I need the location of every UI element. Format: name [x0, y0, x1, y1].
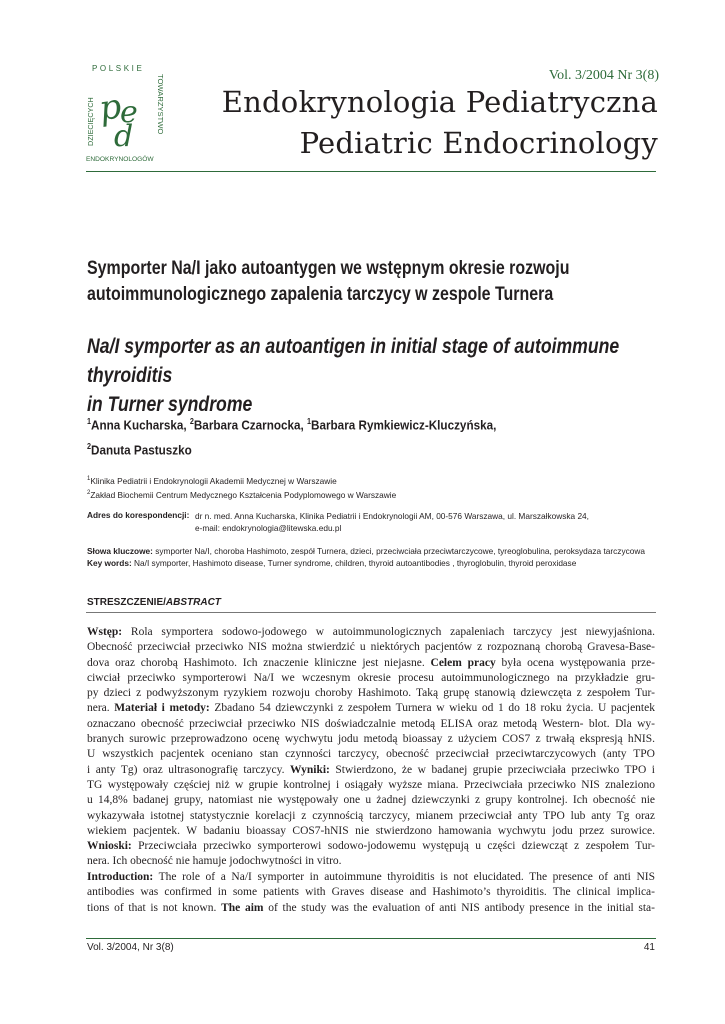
article-title-pl-line: Symporter Na/I jako autoantygen we wstępnym okresie rozwoju — [87, 258, 570, 279]
abstract-section-label: Celem pracy — [430, 656, 496, 669]
abstract-text: nera. — [87, 702, 115, 715]
author-name: Anna Kucharska, — [91, 417, 190, 433]
author-list — [87, 411, 654, 462]
abstract-line — [87, 656, 655, 671]
keywords-pl-label: Słowa kluczowe: — [87, 546, 153, 556]
correspondence-email: e-mail: endokrynologia@litewska.edu.pl — [195, 523, 342, 533]
affiliation-sup: 2 — [87, 489, 91, 496]
abstract-text: tions of that is not known. — [87, 901, 222, 914]
header-rule — [86, 171, 656, 172]
abstract-text: Rola symportera sodowo-jodowego w autoimmunologicznych zapaleniach tarczycy jest niewyjaśniona. — [122, 626, 655, 638]
correspondence-address — [195, 510, 589, 534]
logo-text-left: DZIECIĘCYCH — [86, 97, 95, 146]
abstract-text: była ocena występowania prze- — [495, 656, 655, 669]
affiliation-text: Zakład Biochemii Centrum Medycznego Kształcenia Podyplomowego w Warszawie — [90, 489, 397, 500]
abstract-line — [87, 732, 655, 747]
abstract-section-label: The aim — [221, 901, 264, 914]
author-name: Barbara Czarnocka, — [193, 417, 308, 433]
abstract-rule — [86, 612, 656, 613]
correspondence-label: Adres do korespondencji: — [87, 510, 190, 520]
abstract-line — [87, 778, 655, 793]
abstract-text: Stwierdzono, że w badanej grupie przeciwciała przeciwko TPO i — [329, 763, 655, 776]
abstract-line — [87, 625, 655, 640]
abstract-text: dova oraz chorobą Hashimoto. Ich znaczenie kliniczne jest niejasne. — [87, 656, 431, 669]
abstract-pl — [87, 625, 655, 870]
abstract-line — [87, 640, 655, 655]
abstract-text: wykazywała istotnej statystycznie korelacji z czynnością tarczycy, mianem przeciwciał anty TPO lub anty Tg oraz — [87, 809, 655, 822]
abstract-section-label: Introduction: — [87, 871, 154, 883]
author-sup: 2 — [87, 442, 92, 452]
abstract-section-label: Wnioski: — [87, 840, 132, 853]
abstract-line — [87, 885, 655, 900]
footer-volume: Vol. 3/2004, Nr 3(8) — [87, 942, 174, 953]
keywords-en: Na/I symporter, Hashimoto disease, Turner syndrome, children, thyroid autoantibodies , thyroglobulin, thyroid peroxidase — [131, 557, 577, 568]
affiliation-sup: 1 — [87, 476, 91, 482]
abstract-text: Zbadano 54 dziewczynki z zespołem Turnera w wieku od 1 do 18 roku życia. U pacjentek — [209, 702, 655, 715]
abstract-heading-pl: STRESZCZENIE/ — [87, 597, 166, 608]
abstract-section-label: Wstęp: — [87, 626, 123, 638]
logo-text-right: TOWARZYSTWO — [156, 74, 165, 135]
abstract-text: oznaczano obecność przeciwciał przeciwko NIS doświadczalnie metodą ELISA oraz metodą Western- blot. Dla wy- — [87, 717, 655, 730]
keywords-pl: symporter Na/I, choroba Hashimoto, zespół Turnera, dzieci, przeciwciała przeciwtarczycowe, tyreoglobulina, peroksydaza tarczycowa — [152, 546, 645, 556]
abstract-line — [87, 717, 655, 732]
affiliation-text: Klinika Pediatrii i Endokrynologii Akademii Medycznej w Warszawie — [90, 475, 337, 486]
logo-text-top: POLSKIE — [92, 64, 145, 73]
correspondence-line: dr n. med. Anna Kucharska, Klinika Pediatrii i Endokrynologii AM, 00-576 Warszawa, ul. Marszałkowska 24, — [195, 511, 589, 521]
keywords-en-label: Key words: — [87, 557, 132, 568]
abstract-line — [87, 854, 655, 869]
abstract-en — [87, 870, 655, 916]
page-number: 41 — [643, 942, 655, 953]
abstract-text: py dzieci z podwyższonym ryzykiem rozwoju choroby Hashimoto. Taką grupę stanowią dziewczęta z zespołem Tur- — [87, 687, 655, 700]
abstract-line — [87, 671, 655, 686]
abstract-line — [87, 839, 655, 854]
abstract-text: TG występowały częściej niż w grupie kontrolnej i osiągały wyższe miana. Przeciwciała przeciwko NIS znaleziono — [87, 778, 655, 791]
author-name: Danuta Pastuszko — [91, 442, 192, 458]
journal-logo — [86, 62, 168, 164]
logo-monogram-d: d — [114, 119, 134, 154]
abstract-line — [87, 763, 655, 778]
abstract-section-label: Materiał i metody: — [114, 702, 210, 715]
abstract-text: U wszystkich pacjentek oceniano stan czynności tarczycy, obecność przeciwciał przeciwtarczycowych (anty TPO — [87, 748, 655, 761]
article-title-pl-line: autoimmunologicznego zapalenia tarczycy w zespole Turnera — [87, 284, 554, 305]
abstract-line — [87, 870, 655, 885]
abstract-line — [87, 701, 655, 716]
abstract-text: The role of a Na/I symporter in autoimmune thyroiditis is not elucidated. The presence of anti NIS — [153, 871, 655, 883]
keywords — [87, 546, 667, 569]
abstract-line — [87, 809, 655, 824]
abstract-text: nera. Ich obecność nie hamuje jodochwytności in vitro. — [87, 855, 342, 868]
abstract-text: u 14,8% badanej grupy, natomiast nie występowały one u żadnej dziewczynki z grupy kontrolnej. Ich obecność nie — [87, 794, 655, 807]
article-title-en — [87, 332, 658, 419]
abstract-text: i anty Tg) oraz ultrasonografię tarczycy. — [87, 763, 291, 776]
abstract-text: of the study was the evaluation of anti NIS antibody presence in the initial sta- — [263, 901, 655, 914]
volume-header: Vol. 3/2004 Nr 3(8) — [548, 68, 659, 83]
journal-title-pl: Endokrynologia Pediatryczna — [221, 85, 658, 119]
abstract-text: Obecność przeciwciał przeciwko NIS można stwierdzić u niektórych pacjentów z rozpoznaną chorobą Gravesa-Base- — [87, 641, 655, 654]
article-title-pl — [87, 256, 658, 308]
abstract-line — [87, 793, 655, 808]
logo-monogram-e: e — [120, 95, 138, 130]
author-sup: 1 — [307, 417, 312, 426]
abstract-heading-en: ABSTRACT — [165, 597, 221, 608]
logo-text-bottom: ENDOKRYNOLOGÓW — [86, 156, 154, 163]
abstract-text: branych surowic przeprowadzono ocenę wychwytu jodu metodą bioassay z użyciem COS7 z trwałą ekspresją hNIS. — [87, 733, 655, 746]
author-sup: 1 — [87, 417, 92, 426]
article-title-en-line: in Turner syndrome — [87, 393, 253, 416]
abstract-line — [87, 901, 655, 916]
abstract-line — [87, 686, 655, 701]
logo-monogram: p — [96, 86, 124, 130]
abstract-text: antibodies was confirmed in some patients with Graves disease and Hashimoto’s thyroiditis. The clinical implica- — [87, 886, 655, 899]
author-name: Barbara Rymkiewicz-Kluczyńska, — [311, 417, 497, 433]
abstract-line — [87, 824, 655, 839]
affiliations — [87, 473, 396, 501]
journal-title-en: Pediatric Endocrinology — [299, 126, 658, 160]
abstract-section-label: Wyniki: — [290, 763, 330, 776]
abstract-text: wiekiem pacjentek. W badaniu bioassay COS7-hNIS nie stwierdzono hamowania wychwytu jodu przez surowice. — [87, 824, 655, 837]
author-sup: 2 — [189, 417, 194, 426]
abstract-text: Przeciwciała przeciwko symporterowi sodowo-jodowemu występują u części dziewcząt z zespołem Tur- — [131, 840, 655, 853]
abstract-heading — [87, 597, 221, 608]
article-title-en-line: Na/I symporter as an autoantigen in initial stage of autoimmune thyroiditis — [87, 335, 620, 387]
footer-rule — [86, 938, 656, 939]
abstract-text: ciwciał przeciwko symporterowi Na/I we wczesnym okresie procesu autoimmunologicznego na przykładzie gru- — [87, 671, 655, 684]
abstract-line — [87, 747, 655, 762]
